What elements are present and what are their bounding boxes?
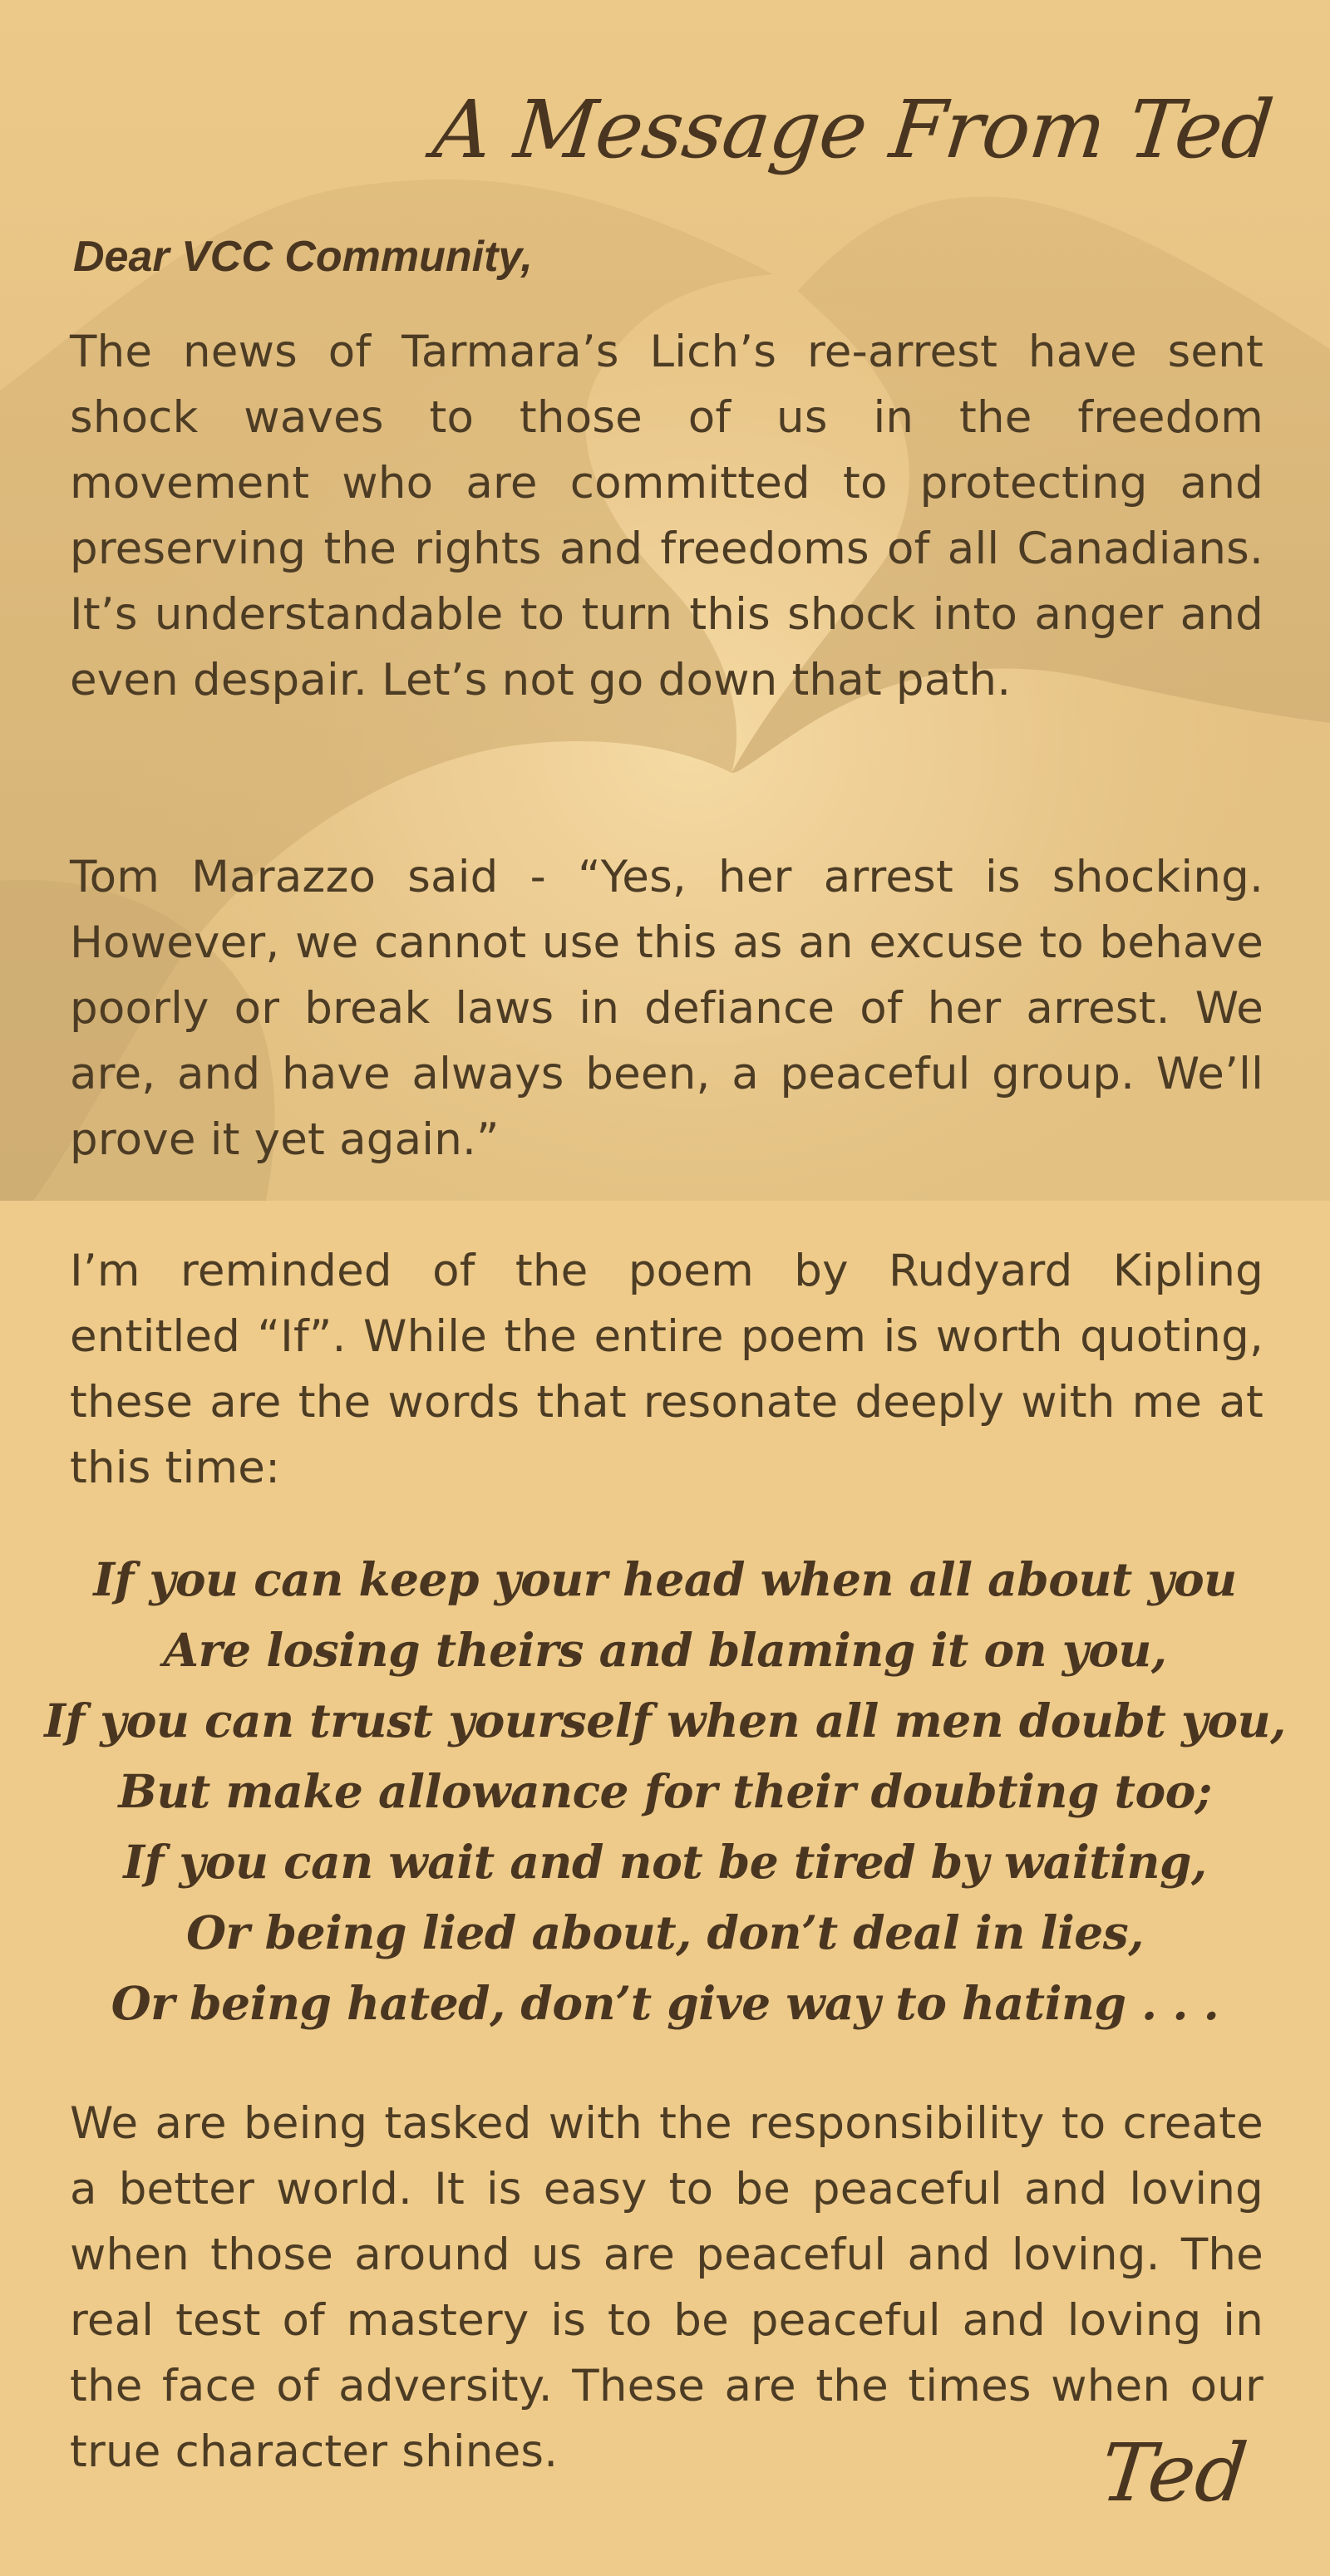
poem-line: If you can wait and not be tired by waiting, bbox=[123, 1835, 1207, 1889]
poem-line: If you can keep your head when all about you bbox=[93, 1552, 1237, 1606]
signature: Ted bbox=[1096, 2426, 1252, 2519]
page-title: A Message From Ted bbox=[428, 83, 1277, 176]
poem-line: Are losing theirs and blaming it on you, bbox=[163, 1623, 1167, 1677]
letter-paragraph-poem-intro: I’m reminded of the poem by Rudyard Kipling entitled “If”. While the entire poem is worth quoting, these are the words that resonate deeply with me at this time: bbox=[70, 1246, 1264, 1493]
poem-line: Or being hated, don’t give way to hating . . . bbox=[111, 1976, 1219, 2030]
poem-line: But make allowance for their doubting too; bbox=[118, 1764, 1212, 1818]
letter-paragraph-quote: Tom Marazzo said - “Yes, her arrest is shocking. However, we cannot use this as an excuse to behave poorly or break laws in defiance of her arrest. We are, and have always been, a peaceful group. We’ll prove it yet again.” bbox=[70, 852, 1264, 1165]
poem-line: Or being lied about, don’t deal in lies, bbox=[186, 1905, 1144, 1959]
letter-paragraph-closing: We are being tasked with the responsibility to create a better world. It is easy to be peaceful and loving when those around us are peaceful and loving. The real test of mastery is to be peaceful and loving in the face of adversity. These are the times when our true character shines. bbox=[70, 2098, 1264, 2477]
letter-salutation: Dear VCC Community, bbox=[73, 233, 533, 281]
poem-excerpt bbox=[0, 1544, 1330, 2038]
poem-line: If you can trust yourself when all men doubt you, bbox=[44, 1694, 1286, 1748]
letter-paragraph: The news of Tarmara’s Lich’s re-arrest have sent shock waves to those of us in the freedom movement who are committed to protecting and preserving the rights and freedoms of all Canadians. It’s understandable to turn this shock into anger and even despair. Let’s not go down that path. bbox=[70, 327, 1264, 705]
